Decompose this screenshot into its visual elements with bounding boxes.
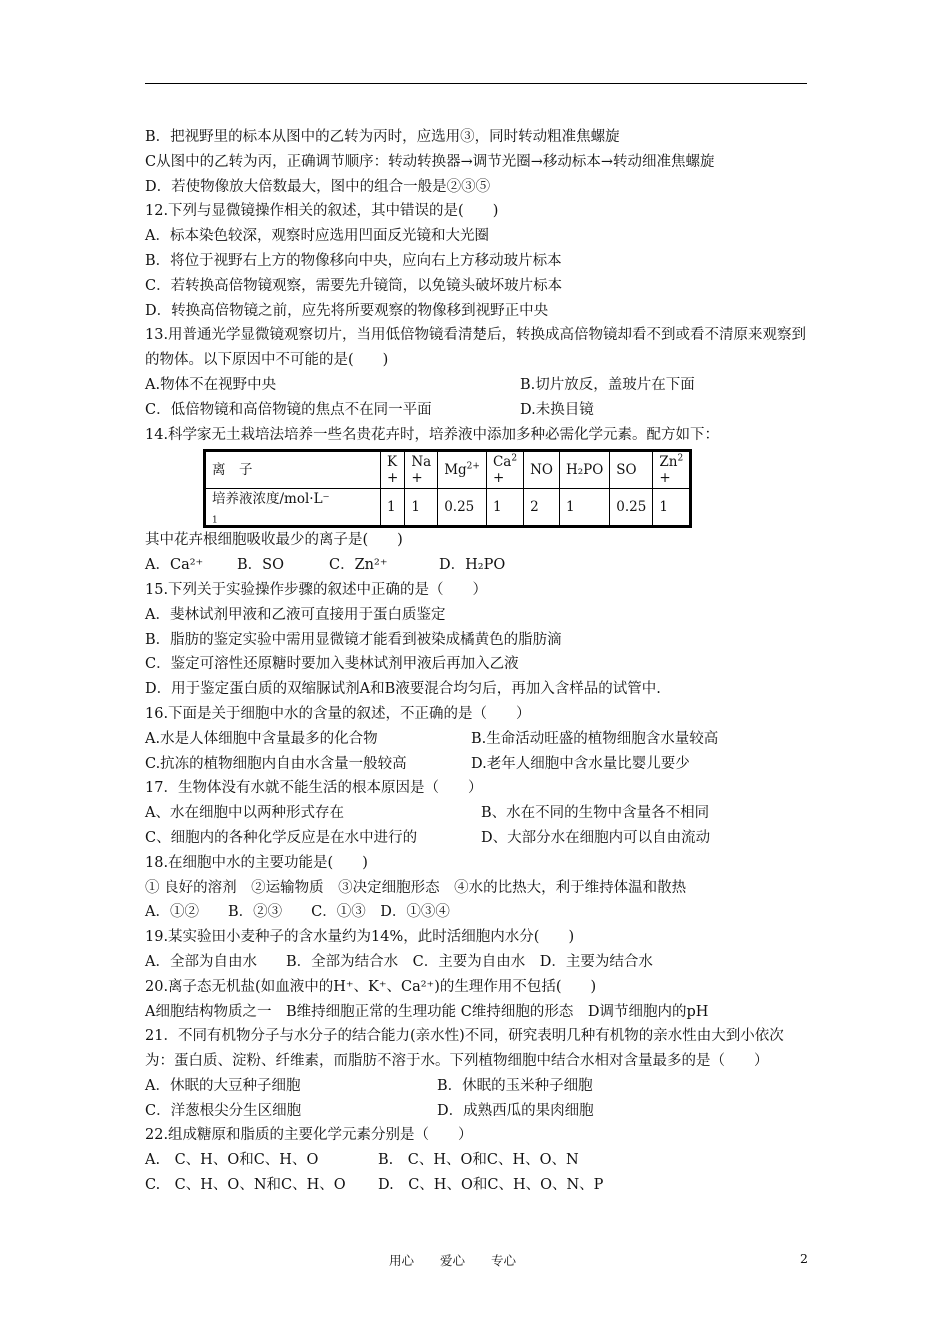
question-18-stem: 18.在细胞中水的主要功能是( ) (145, 854, 368, 871)
table-header-cell: $Mg^{2+}$ (438, 451, 487, 489)
table-header-cell: $Zn^2$ + (653, 451, 691, 489)
option: D. C、H、O和C、H、O、N、P (378, 1177, 604, 1194)
table-header-row (205, 451, 691, 489)
question-12-stem: 12.下列与显微镜操作相关的叙述，其中错误的是( ) (145, 203, 499, 220)
option: B.生命活动旺盛的植物细胞含水量较高 (471, 730, 719, 747)
option: A．Ca²⁺ (145, 557, 204, 574)
text-line: C从图中的乙转为丙，正确调节顺序：转动转换器→调节光圈→移动标本→转动细准焦螺旋 (145, 153, 715, 170)
document-body (145, 125, 810, 1198)
option: D.老年人细胞中含水量比婴儿要少 (471, 755, 690, 772)
option: C.抗冻的植物细胞内自由水含量一般较高 (145, 755, 407, 772)
question-21-options-row (145, 1099, 810, 1124)
question-16-stem: 16.下面是关于细胞中水的含量的叙述，不正确的是（ ） (145, 705, 531, 722)
table-header-cell: $Ca^2$ + (486, 451, 523, 489)
table-header-cell: NO (524, 451, 560, 489)
question-16-options-row (145, 752, 810, 777)
text-line: A．斐林试剂甲液和乙液可直接用于蛋白质鉴定 (145, 606, 446, 623)
option: B.切片放反，盖玻片在下面 (520, 376, 695, 393)
table-header-cell: H₂PO (559, 451, 609, 489)
table-cell: 1 (653, 489, 691, 527)
text-line: D．若使物像放大倍数最大，图中的组合一般是②③⑤ (145, 178, 491, 195)
text-line: A．标本染色较深，观察时应选用凹面反光镜和大光圈 (145, 228, 489, 245)
table-cell: 1 (486, 489, 523, 527)
question-15-stem: 15.下列关于实验操作步骤的叙述中正确的是（ ） (145, 581, 488, 598)
question-14-options-row (145, 553, 810, 578)
option: D.未换目镜 (520, 401, 594, 418)
question-16-options-row (145, 727, 810, 752)
question-17-stem: 17．生物体没有水就不能生活的根本原因是（ ） (145, 780, 483, 797)
table-cell: 1 (405, 489, 438, 527)
question-17-options-row (145, 801, 810, 826)
table-cell: 0.25 (438, 489, 487, 527)
question-13-options-row (145, 373, 810, 398)
option: C．低倍物镜和高倍物镜的焦点不在同一平面 (145, 401, 432, 418)
text-line: C．鉴定可溶性还原糖时要加入斐林试剂甲液后再加入乙液 (145, 656, 519, 673)
table-row (205, 489, 691, 527)
text-line: B．把视野里的标本从图中的乙转为丙时，应选用③，同时转动粗准焦螺旋 (145, 129, 620, 145)
question-22-stem: 22.组成糖原和脂质的主要化学元素分别是（ ） (145, 1127, 473, 1144)
text-line: D．转换高倍物镜之前，应先将所要观察的物像移到视野正中央 (145, 302, 549, 319)
header-rule (145, 83, 807, 84)
option: C．Zn²⁺ (329, 557, 388, 574)
option: A、水在细胞中以两种形式存在 (145, 805, 344, 822)
nutrient-table (203, 449, 692, 528)
option: A．休眠的大豆种子细胞 (145, 1077, 301, 1094)
question-20-stem: 20.离子态无机盐(如血液中的H⁺、K⁺、Ca²⁺)的生理作用不包括( ) (145, 978, 597, 995)
option: D、大部分水在细胞内可以自由流动 (481, 829, 711, 846)
option: C. C、H、O、N和C、H、O (145, 1177, 346, 1194)
option: D．成熟西瓜的果肉细胞 (437, 1102, 594, 1119)
question-13-stem: 13.用普通光学显微镜观察切片，当用低倍物镜看清楚后，转换成高倍物镜却看不到或看不清原来观察到的物体。以下原因中不可能的是( ) (145, 327, 807, 369)
table-header-cell: Na + (405, 451, 438, 489)
question-22-options-row (145, 1148, 810, 1173)
text-line: A细胞结构物质之一 B维持细胞正常的生理功能 C维持细胞的形态 D调节细胞内的pH (145, 1003, 709, 1020)
option: A.水是人体细胞中含量最多的化合物 (145, 730, 378, 747)
page-number: 2 (800, 1251, 808, 1266)
text-line: D．用于鉴定蛋白质的双缩脲试剂A和B液要混合均匀后，再加入含样品的试管中. (145, 681, 661, 698)
text-line: B．脂肪的鉴定实验中需用显微镜才能看到被染成橘黄色的脂肪滴 (145, 631, 562, 648)
text-line: B．将位于视野右上方的物像移向中央，应向右上方移动玻片标本 (145, 252, 562, 269)
question-19-stem: 19.某实验田小麦种子的含水量约为14%，此时活细胞内水分( ) (145, 929, 575, 946)
table-cell: 1 (559, 489, 609, 527)
question-21-stem: 21．不同有机物分子与水分子的结合能力(亲水性)不同，研究表明几种有机物的亲水性由大到小依次为：蛋白质、淀粉、纤维素，而脂肪不溶于水。下列植物细胞中结合水相对含量最多的是（ ） (145, 1028, 784, 1070)
page-footer: 用心 爱心 专心 (389, 1253, 516, 1268)
option: A.物体不在视野中央 (145, 376, 277, 393)
text-line: ① 良好的溶剂 ②运输物质 ③决定细胞形态 ④水的比热大，利于维持体温和散热 (145, 879, 687, 896)
text-line: A．①② B．②③ C．①③ D．①③④ (145, 904, 450, 921)
question-14-stem: 14.科学家无土栽培法培养一些名贵花卉时，培养液中添加多种必需化学元素。配方如下： (145, 426, 720, 443)
option: B. C、H、O和C、H、O、N (378, 1152, 579, 1169)
option: C．洋葱根尖分生区细胞 (145, 1102, 302, 1119)
table-header-cell: SO (610, 451, 653, 489)
table-cell: 1 (381, 489, 405, 527)
table-header-cell: K + (381, 451, 405, 489)
option: D．H₂PO (439, 557, 506, 574)
table-cell: 2 (524, 489, 560, 527)
table-cell: 0.25 (610, 489, 653, 527)
question-17-options-row (145, 826, 810, 851)
table-header-cell: 离 子 (205, 451, 381, 489)
option: A. C、H、O和C、H、O (145, 1152, 319, 1169)
option: C、细胞内的各种化学反应是在水中进行的 (145, 829, 418, 846)
question-21-options-row (145, 1074, 810, 1099)
question-22-options-row (145, 1173, 810, 1198)
option: B、水在不同的生物中含量各不相同 (481, 805, 710, 822)
question-13-options-row (145, 398, 810, 423)
question-14-tail: 其中花卉根细胞吸收最少的离子是( ) (145, 532, 403, 549)
text-line: C．若转换高倍物镜观察，需要先升镜筒，以免镜头破坏玻片标本 (145, 277, 563, 294)
option: B．SO (237, 557, 284, 574)
option: B．休眠的玉米种子细胞 (437, 1077, 593, 1094)
text-line: A．全部为自由水 B．全部为结合水 C．主要为自由水 D．主要为结合水 (145, 953, 653, 970)
table-row-label: 培养液浓度/mol·L⁻ $_1$ (205, 489, 381, 527)
